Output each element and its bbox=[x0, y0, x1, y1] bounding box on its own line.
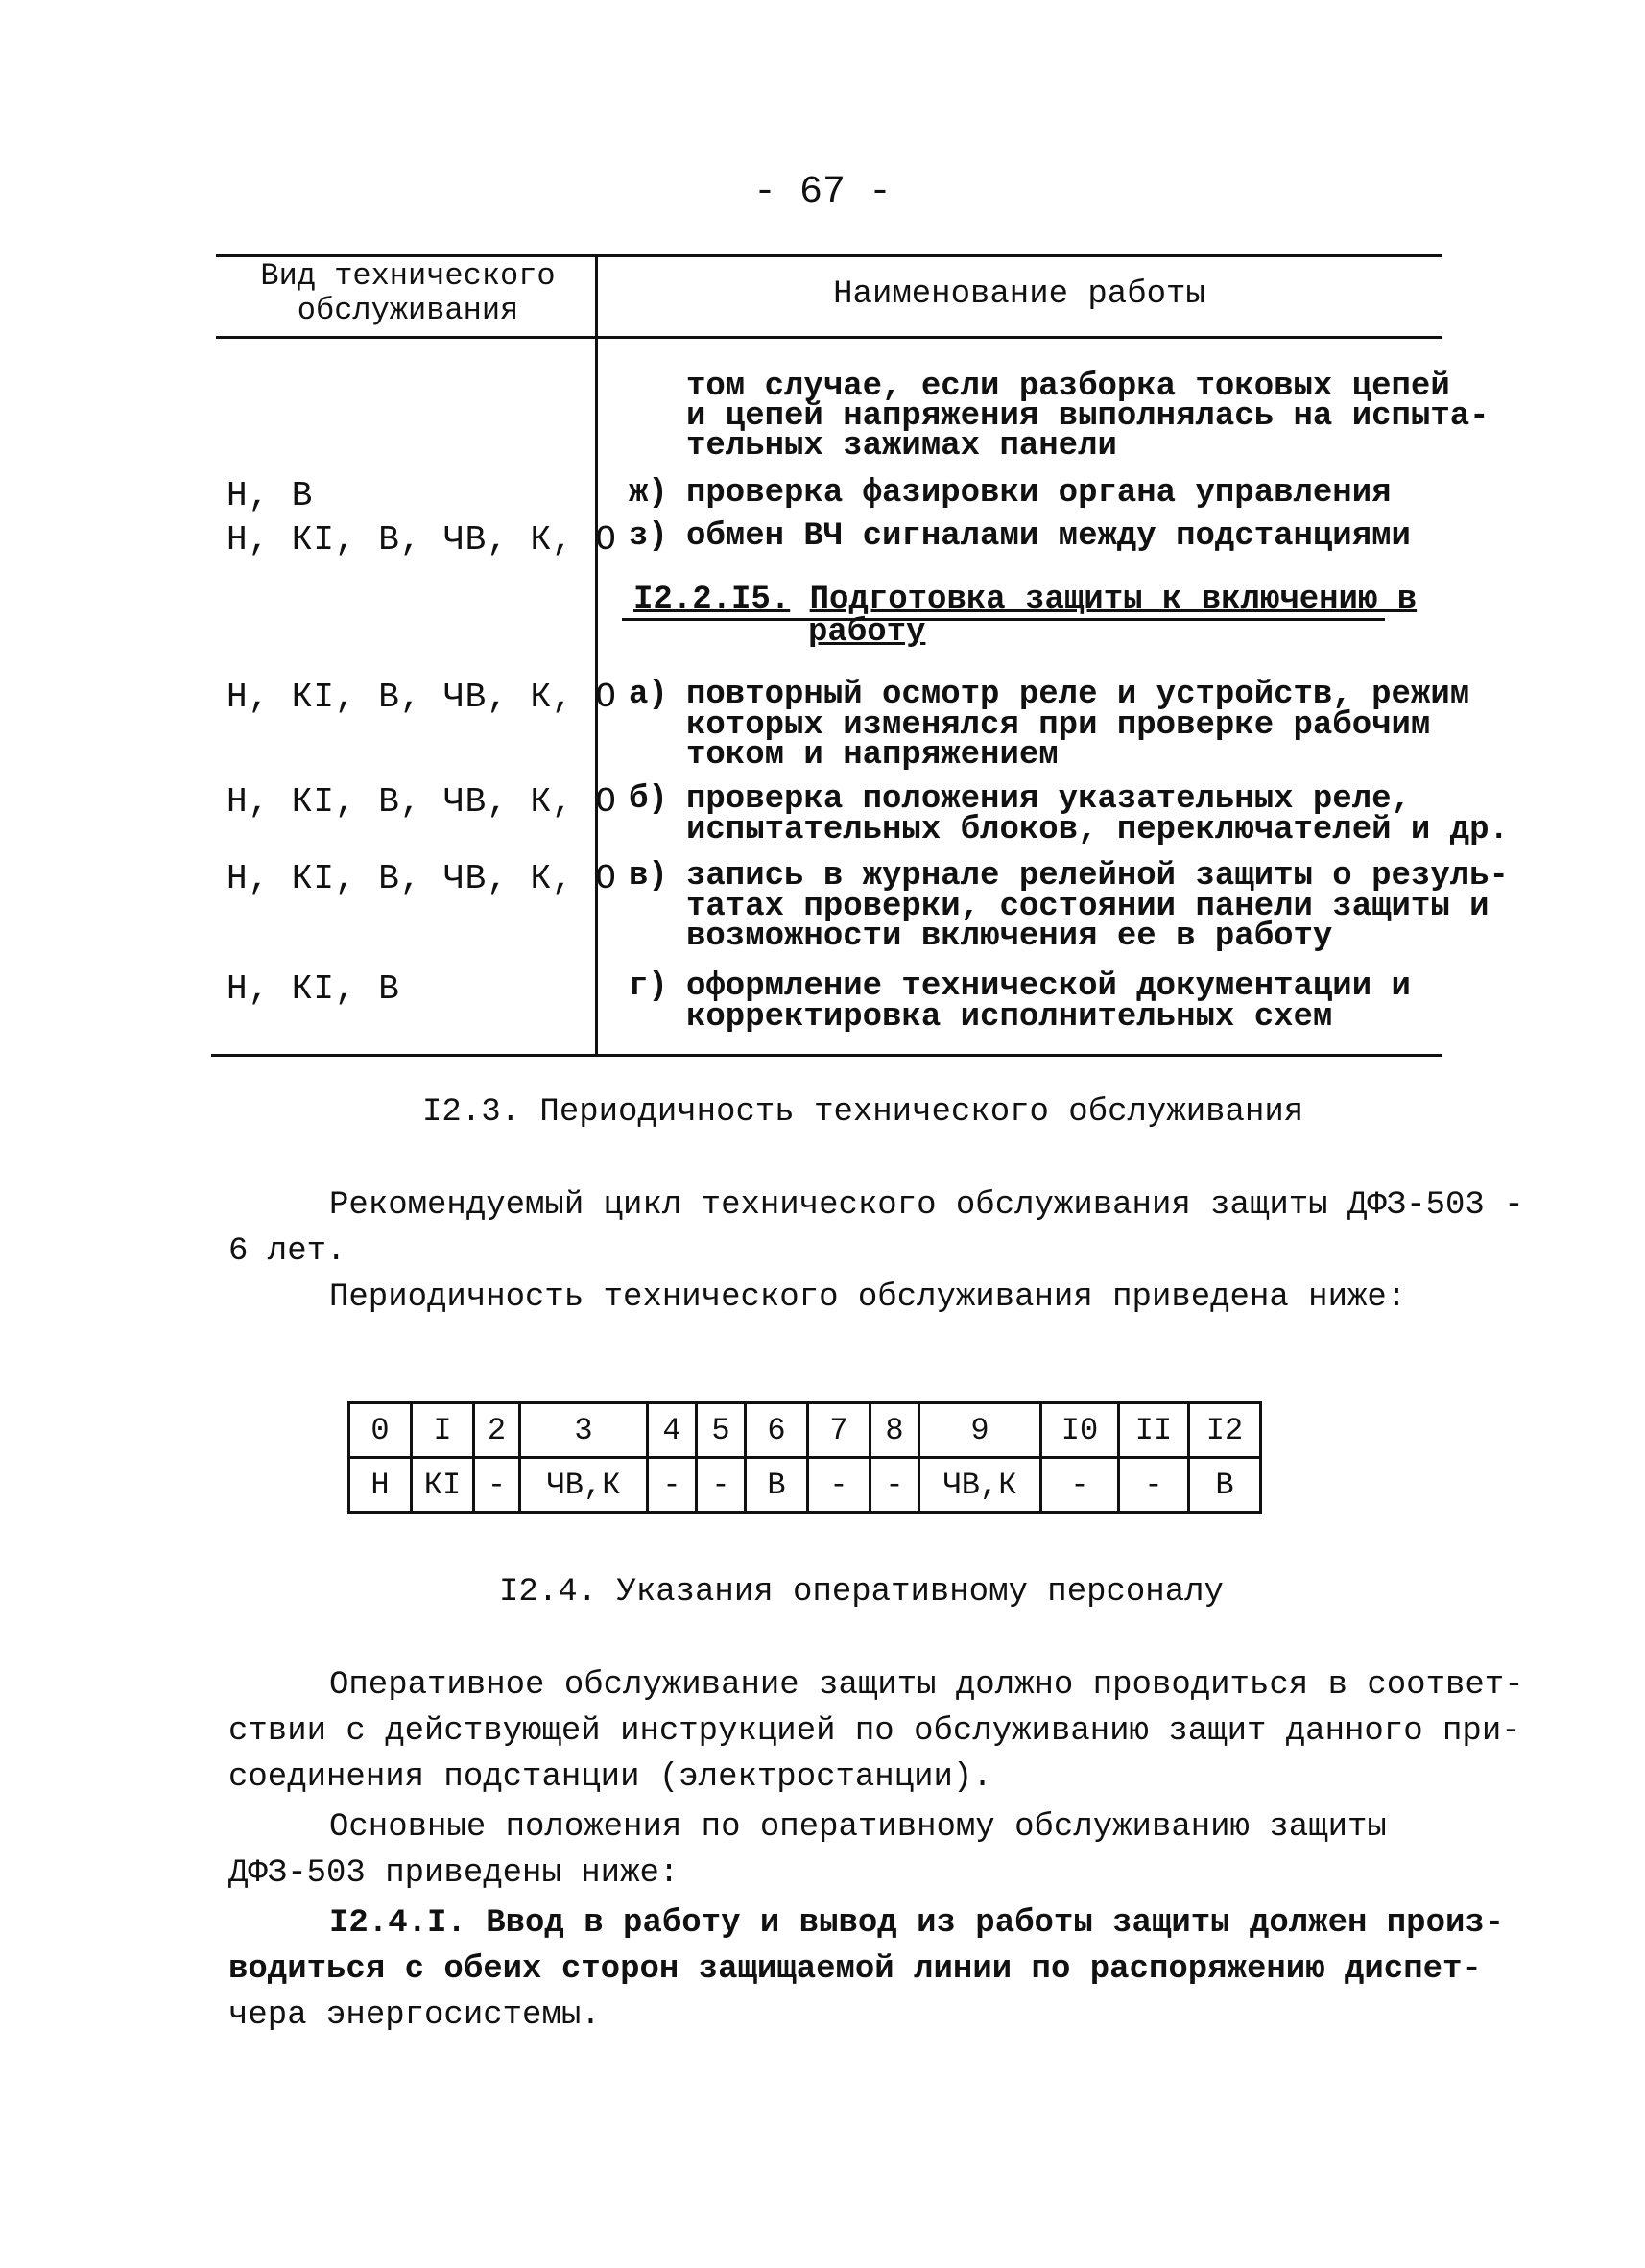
paragraph-line: Оперативное обслуживание защиты должно проводиться в соответ- bbox=[329, 1667, 1524, 1704]
subsection-title: Подготовка защиты к включению в bbox=[809, 582, 1418, 618]
year-cell: II bbox=[1119, 1403, 1189, 1458]
year-cell: 6 bbox=[746, 1403, 808, 1458]
year-cell: 7 bbox=[808, 1403, 870, 1458]
subsection-heading bbox=[633, 584, 1417, 616]
row-marker: ж) bbox=[629, 475, 668, 512]
row-text-cont: татах проверки, состоянии панели защиты и bbox=[686, 889, 1490, 925]
paragraph-line: водиться с обеих сторон защищаемой линии по распоряжению диспет- bbox=[228, 1951, 1482, 1988]
type-cell: - bbox=[648, 1458, 697, 1513]
header-maintenance-type: Вид технического обслуживания bbox=[260, 258, 556, 328]
year-cell: I2 bbox=[1189, 1403, 1261, 1458]
section-heading-12-4: I2.4. Указания оперативному персоналу bbox=[499, 1574, 1224, 1611]
row-types: Н, КI, В, ЧВ, К, О bbox=[226, 859, 617, 898]
row-types: Н, В bbox=[226, 476, 314, 515]
row-text-cont: испытательных блоков, переключателей и др. bbox=[686, 812, 1509, 848]
row-text: оформление технической документации и bbox=[686, 968, 1411, 1005]
type-cell: - bbox=[870, 1458, 919, 1513]
year-cell: 9 bbox=[919, 1403, 1041, 1458]
row-text: обмен ВЧ сигналами между подстанциями bbox=[686, 518, 1411, 555]
subsection-number: I2.2.I5. bbox=[633, 582, 791, 618]
subsection-title-cont: работу bbox=[808, 614, 926, 651]
paragraph-line: 6 лет. bbox=[228, 1233, 346, 1270]
section-heading-12-3: I2.3. Периодичность технического обслуживания bbox=[422, 1094, 1304, 1131]
row-types: Н, КI, В bbox=[226, 969, 400, 1009]
row-work bbox=[629, 518, 1411, 555]
table-top-rule bbox=[216, 254, 1442, 257]
year-cell: I bbox=[412, 1403, 474, 1458]
year-cell: 5 bbox=[697, 1403, 746, 1458]
row-text: проверка положения указательных реле, bbox=[686, 781, 1411, 818]
row-types: Н, КI, В, ЧВ, К, О bbox=[226, 520, 617, 560]
row-types: Н, КI, В, ЧВ, К, О bbox=[226, 782, 617, 822]
year-cell: I0 bbox=[1041, 1403, 1119, 1458]
type-cell: - bbox=[1119, 1458, 1189, 1513]
row-work bbox=[629, 475, 1392, 512]
type-cell: ЧВ,К bbox=[520, 1458, 648, 1513]
row-types: Н, КI, В, ЧВ, К, О bbox=[226, 678, 617, 717]
row-marker: г) bbox=[629, 968, 668, 1005]
row-marker: в) bbox=[629, 858, 668, 895]
type-cell: - bbox=[808, 1458, 870, 1513]
maintenance-schedule-table bbox=[347, 1401, 1262, 1514]
paragraph-line: I2.4.I. Ввод в работу и вывод из работы защиты должен произ- bbox=[329, 1905, 1505, 1942]
table-column-divider bbox=[595, 254, 598, 1056]
continuation-line: том случае, если разборка токовых цепей bbox=[686, 369, 1450, 405]
row-text-cont: корректировка исполнительных схем bbox=[686, 999, 1333, 1036]
type-cell: ЧВ,К bbox=[919, 1458, 1041, 1513]
paragraph-line: ДФЗ-503 приведены ниже: bbox=[228, 1855, 679, 1892]
type-cell: - bbox=[1041, 1458, 1119, 1513]
row-text: проверка фазировки органа управления bbox=[686, 475, 1392, 512]
paragraph-line: ствии с действующей инструкцией по обслуживанию защит данного при- bbox=[228, 1713, 1521, 1750]
row-marker: а) bbox=[629, 677, 668, 713]
year-cell: 2 bbox=[474, 1403, 520, 1458]
row-marker: з) bbox=[629, 518, 668, 555]
row-text-cont: которых изменялся при проверке рабочим bbox=[686, 707, 1431, 744]
paragraph-line: чера энергосистемы. bbox=[228, 1997, 601, 2034]
row-text-cont: возможности включения ее в работу bbox=[686, 919, 1333, 955]
type-cell: В bbox=[1189, 1458, 1261, 1513]
schedule-types-row bbox=[349, 1458, 1261, 1513]
row-text: повторный осмотр реле и устройств, режим bbox=[686, 677, 1470, 713]
subsection-rule bbox=[622, 618, 1385, 621]
year-cell: 3 bbox=[520, 1403, 648, 1458]
year-cell: 8 bbox=[870, 1403, 919, 1458]
type-cell: - bbox=[697, 1458, 746, 1513]
header-work-name: Наименование работы bbox=[833, 276, 1205, 313]
type-cell: Н bbox=[349, 1458, 412, 1513]
continuation-line: и цепей напряжения выполнялась на испыта- bbox=[686, 398, 1490, 435]
paragraph-line: Основные положения по оперативному обслуживанию защиты bbox=[329, 1809, 1387, 1846]
year-cell: 4 bbox=[648, 1403, 697, 1458]
type-cell: В bbox=[746, 1458, 808, 1513]
page-number: - 67 - bbox=[752, 171, 893, 214]
paragraph-line: соединения подстанции (электростанции). bbox=[228, 1759, 992, 1796]
type-cell: - bbox=[474, 1458, 520, 1513]
table-bottom-rule bbox=[211, 1054, 1442, 1057]
continuation-line: тельных зажимах панели bbox=[686, 428, 1117, 465]
paragraph-line: Периодичность технического обслуживания приведена ниже: bbox=[329, 1279, 1407, 1316]
paragraph-line: Рекомендуемый цикл технического обслуживания защиты ДФЗ-503 - bbox=[329, 1187, 1524, 1224]
year-cell: 0 bbox=[349, 1403, 412, 1458]
schedule-years-row bbox=[349, 1403, 1261, 1458]
row-text: запись в журнале релейной защиты о резуль- bbox=[686, 858, 1509, 895]
table-header-rule bbox=[216, 336, 1442, 339]
row-marker: б) bbox=[629, 781, 668, 818]
type-cell: КI bbox=[412, 1458, 474, 1513]
row-text-cont: током и напряжением bbox=[686, 737, 1059, 774]
